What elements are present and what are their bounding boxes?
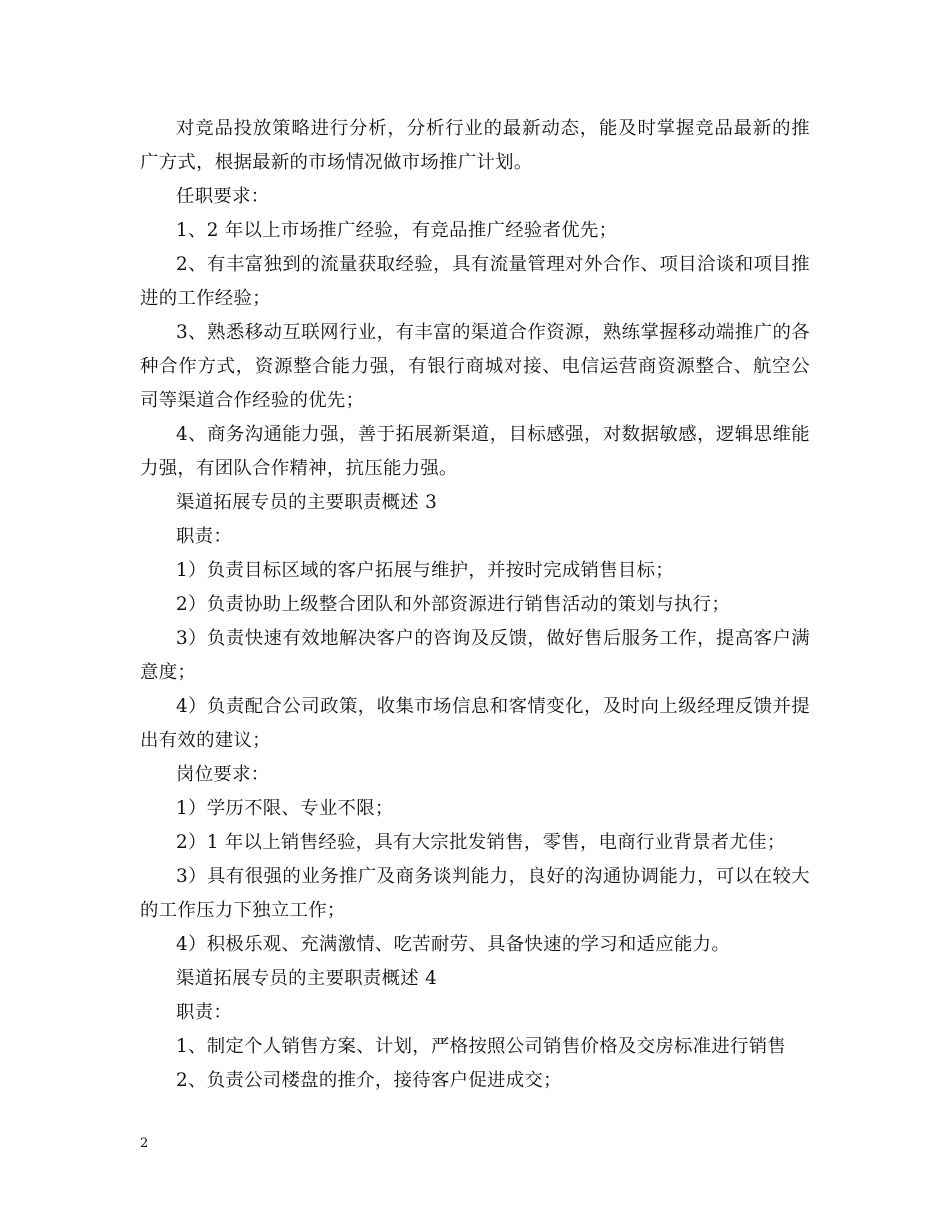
paragraph: 1、2 年以上市场推广经验，有竞品推广经验者优先； [176, 220, 618, 241]
paragraph: 岗位要求： [176, 764, 270, 785]
paragraph: 4、商务沟通能力强，善于拓展新渠道，目标感强，对数据敏感，逻辑思维能力强，有团队合作精神，抗压能力强。 [140, 424, 810, 479]
paragraph: 任职要求： [176, 186, 270, 207]
paragraph: 对竞品投放策略进行分析，分析行业的最新动态，能及时掌握竞品最新的推广方式，根据最新的市场情况做市场推广计划。 [140, 118, 810, 173]
page-number: 2 [140, 1136, 149, 1151]
paragraph: 职责： [176, 526, 233, 547]
paragraph: 4）负责配合公司政策，收集市场信息和客情变化，及时向上级经理反馈并提出有效的建议； [140, 696, 810, 751]
paragraph: 4）积极乐观、充满激情、吃苦耐劳、具备快速的学习和适应能力。 [176, 934, 731, 955]
paragraph: 2）负责协助上级整合团队和外部资源进行销售活动的策划与执行； [176, 594, 731, 615]
document-body [140, 112, 810, 1098]
section-heading: 渠道拓展专员的主要职责概述 3 [176, 492, 438, 513]
paragraph: 2、负责公司楼盘的推介，接待客户促进成交； [176, 1070, 562, 1091]
paragraph: 1）学历不限、专业不限； [176, 798, 394, 819]
paragraph: 3）具有很强的业务推广及商务谈判能力，良好的沟通协调能力，可以在较大的工作压力下独立工作； [140, 866, 810, 921]
section-heading: 渠道拓展专员的主要职责概述 4 [176, 968, 438, 989]
paragraph: 3、熟悉移动互联网行业，有丰富的渠道合作资源，熟练掌握移动端推广的各种合作方式，资源整合能力强，有银行商城对接、电信运营商资源整合、航空公司等渠道合作经验的优先； [140, 322, 810, 411]
paragraph: 2、有丰富独到的流量获取经验，具有流量管理对外合作、项目洽谈和项目推进的工作经验； [140, 254, 810, 309]
paragraph: 职责： [176, 1002, 233, 1023]
paragraph: 2）1 年以上销售经验，具有大宗批发销售，零售，电商行业背景者尤佳； [176, 832, 786, 853]
paragraph: 3）负责快速有效地解决客户的咨询及反馈，做好售后服务工作，提高客户满意度； [140, 628, 810, 683]
paragraph: 1）负责目标区域的客户拓展与维护，并按时完成销售目标； [176, 560, 674, 581]
paragraph: 1、制定个人销售方案、计划，严格按照公司销售价格及交房标准进行销售 [176, 1036, 787, 1057]
